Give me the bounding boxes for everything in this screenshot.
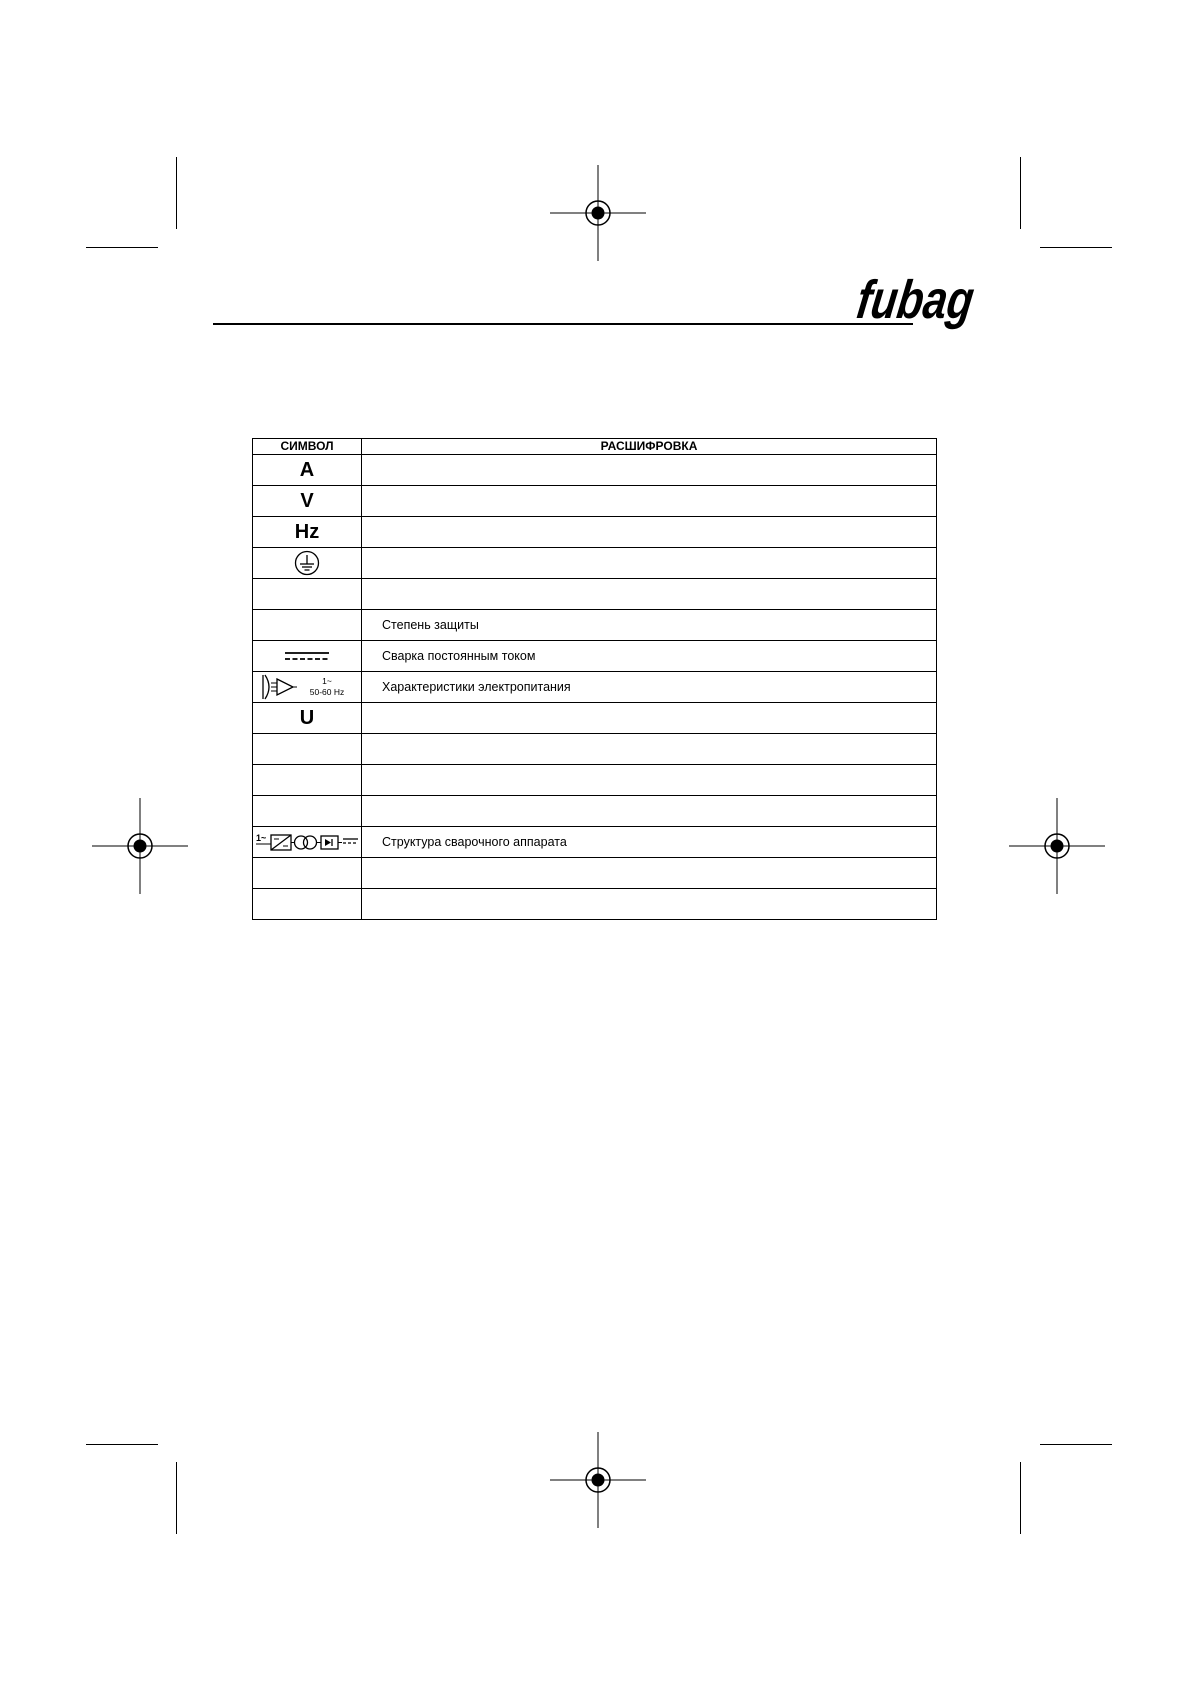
crop-mark bbox=[1020, 157, 1021, 229]
description-cell bbox=[362, 765, 937, 796]
symbol-cell bbox=[253, 889, 362, 920]
direct-current-icon bbox=[284, 650, 330, 662]
table-row bbox=[253, 765, 937, 796]
symbol-cell bbox=[253, 610, 362, 641]
phase-text: 1~ bbox=[322, 676, 332, 686]
registration-mark-icon bbox=[1009, 798, 1105, 894]
symbols-table bbox=[252, 438, 937, 920]
description-cell: Характеристики электропитания bbox=[362, 672, 937, 703]
table-row bbox=[253, 486, 937, 517]
table-header-row bbox=[253, 439, 937, 455]
description-cell bbox=[362, 734, 937, 765]
symbol-ampere: A bbox=[299, 459, 315, 481]
crop-mark bbox=[86, 1444, 158, 1445]
symbol-cell bbox=[253, 858, 362, 889]
table-row bbox=[253, 827, 937, 858]
description-cell: Степень защиты bbox=[362, 610, 937, 641]
symbol-cell bbox=[253, 703, 362, 734]
symbol-cell bbox=[253, 517, 362, 548]
table-row bbox=[253, 548, 937, 579]
symbol-cell bbox=[253, 672, 362, 703]
table-row bbox=[253, 579, 937, 610]
fubag-logo bbox=[853, 268, 1009, 336]
symbol-cell bbox=[253, 486, 362, 517]
description-cell bbox=[362, 796, 937, 827]
symbol-cell bbox=[253, 796, 362, 827]
header-symbol: СИМВОЛ bbox=[253, 439, 362, 455]
frequency-text: 50-60 Hz bbox=[309, 687, 345, 697]
symbol-cell bbox=[253, 765, 362, 796]
header-description: РАСШИФРОВКА bbox=[362, 439, 937, 455]
description-cell bbox=[362, 703, 937, 734]
table-row bbox=[253, 734, 937, 765]
symbol-voltage: U bbox=[299, 707, 315, 729]
description-cell bbox=[362, 889, 937, 920]
symbol-volt: V bbox=[300, 490, 314, 512]
power-supply-icon bbox=[259, 673, 355, 701]
symbol-cell bbox=[253, 548, 362, 579]
table-row bbox=[253, 517, 937, 548]
crop-mark bbox=[86, 247, 158, 248]
crop-mark bbox=[1020, 1462, 1021, 1534]
table-row bbox=[253, 703, 937, 734]
symbol-cell bbox=[253, 827, 362, 858]
welder-structure-icon bbox=[255, 831, 359, 853]
registration-mark-icon bbox=[550, 165, 646, 261]
description-cell bbox=[362, 579, 937, 610]
description-cell bbox=[362, 455, 937, 486]
description-cell bbox=[362, 517, 937, 548]
symbol-cell bbox=[253, 579, 362, 610]
symbol-hertz: Hz bbox=[294, 521, 320, 543]
header-rule bbox=[213, 323, 913, 325]
symbol-cell bbox=[253, 734, 362, 765]
crop-mark bbox=[1040, 247, 1112, 248]
table-row bbox=[253, 641, 937, 672]
table-row bbox=[253, 455, 937, 486]
table-row bbox=[253, 858, 937, 889]
description-cell bbox=[362, 858, 937, 889]
crop-mark bbox=[176, 1462, 177, 1534]
protective-earth-icon bbox=[294, 550, 320, 576]
crop-mark bbox=[176, 157, 177, 229]
svg-text:1~: 1~ bbox=[256, 833, 267, 843]
table-row bbox=[253, 796, 937, 827]
symbol-cell bbox=[253, 455, 362, 486]
table-row bbox=[253, 672, 937, 703]
crop-mark bbox=[1040, 1444, 1112, 1445]
description-cell bbox=[362, 548, 937, 579]
table-row bbox=[253, 889, 937, 920]
registration-mark-icon bbox=[92, 798, 188, 894]
registration-mark-icon bbox=[550, 1432, 646, 1528]
description-cell: Сварка постоянным током bbox=[362, 641, 937, 672]
description-cell: Структура сварочного аппарата bbox=[362, 827, 937, 858]
logo-text: fubag bbox=[853, 270, 1009, 330]
symbol-cell bbox=[253, 641, 362, 672]
table-row bbox=[253, 610, 937, 641]
description-cell bbox=[362, 486, 937, 517]
